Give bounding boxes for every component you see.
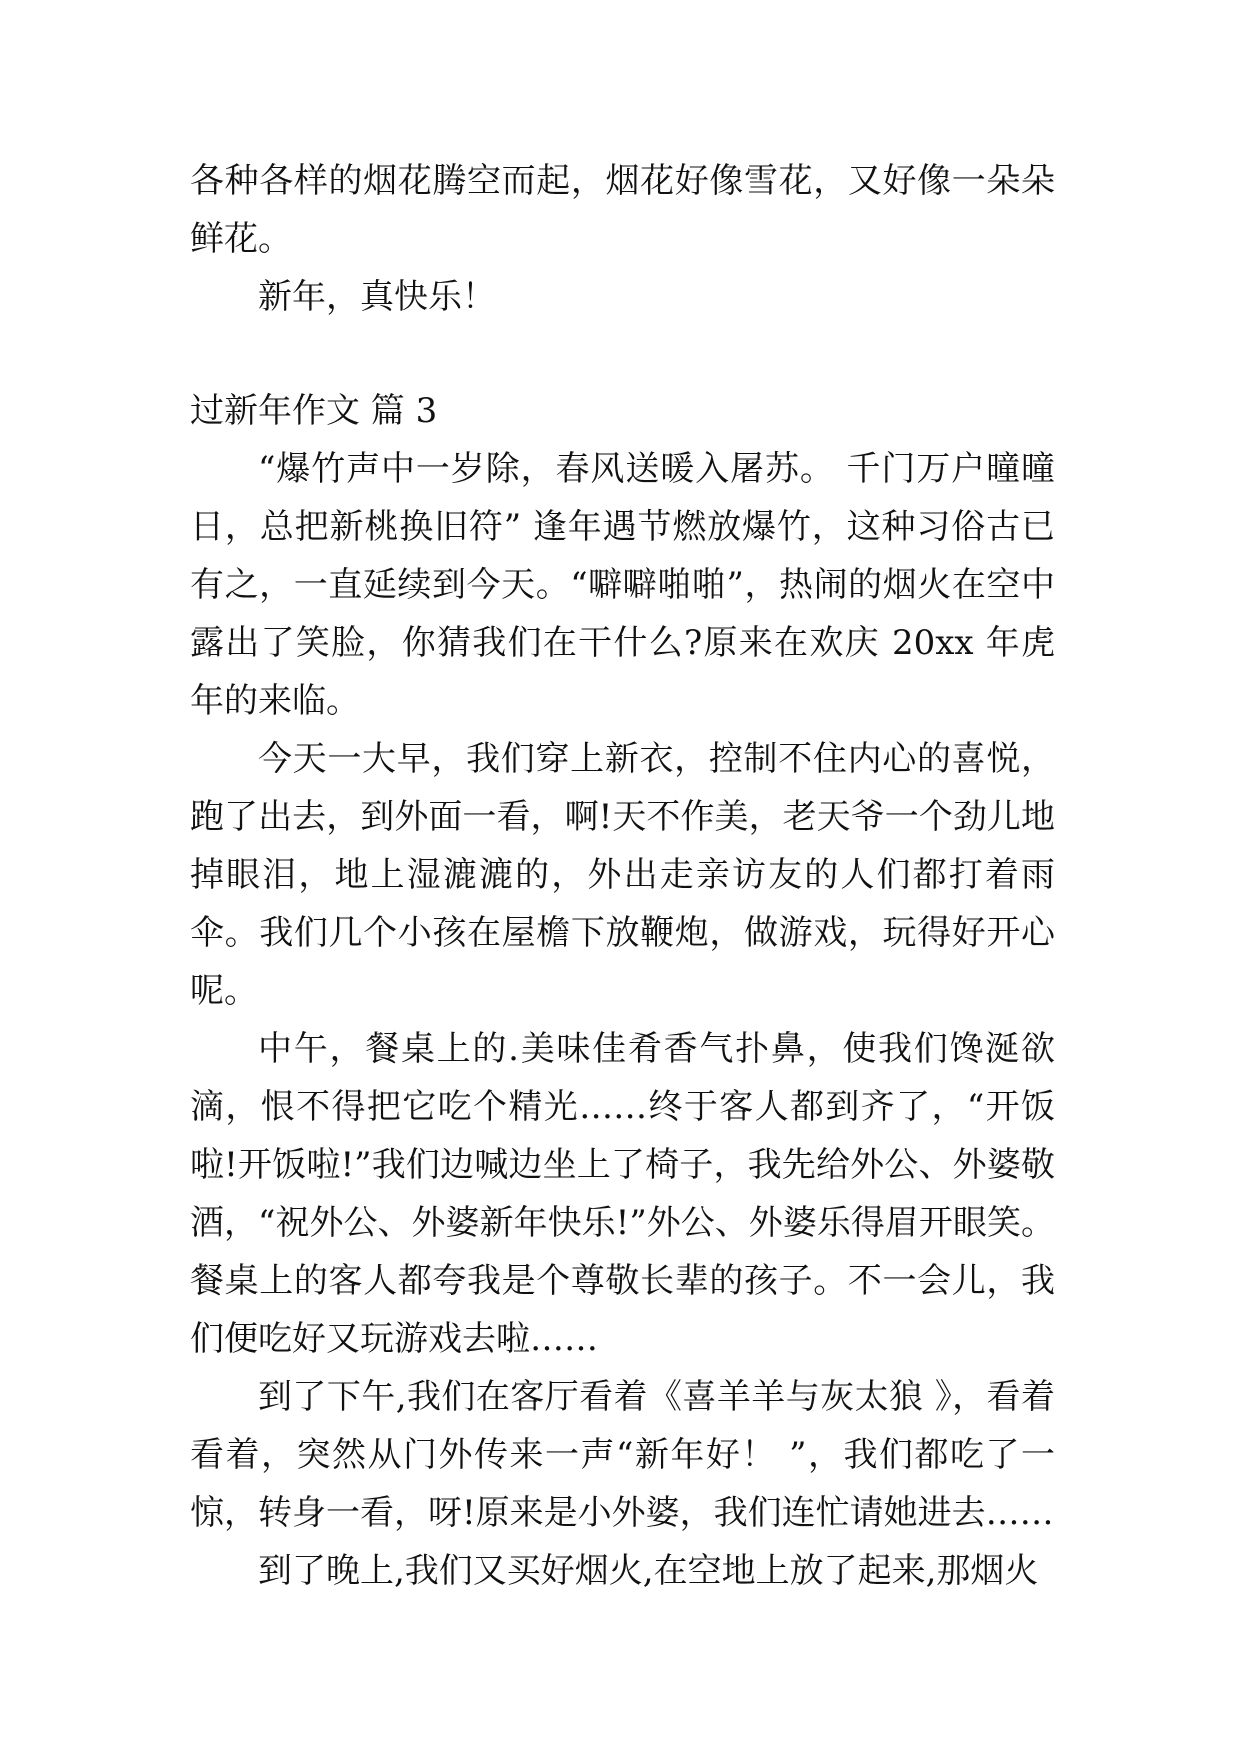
document-body [190,152,1055,1600]
paragraph-5: 中午，餐桌上的.美味佳肴香气扑鼻，使我们馋涎欲滴，恨不得把它吃个精光……终于客人都到齐了，“开饭啦!开饭啦!”我们边喊边坐上了椅子，我先给外公、外婆敬酒，“祝外公、外婆新年快乐!”外公、外婆乐得眉开眼笑。餐桌上的客人都夸我是个尊敬长辈的孩子。不一会儿，我们便吃好又玩游戏去啦…… [190,1029,1055,1359]
paragraph-1: 各种各样的烟花腾空而起，烟花好像雪花，又好像一朵朵鲜花。 [190,161,1055,259]
paragraph-4: 今天一大早，我们穿上新衣，控制不住内心的喜悦，跑了出去，到外面一看，啊!天不作美，老天爷一个劲儿地掉眼泪，地上湿漉漉的，外出走亲访友的人们都打着雨伞。我们几个小孩在屋檐下放鞭炮，做游戏，玩得好开心呢。 [190,739,1055,1011]
paragraph-7: 到了晚上,我们又买好烟火,在空地上放了起来,那烟火 [258,1551,1039,1591]
paragraph-2: 新年，真快乐！ [258,277,496,317]
paragraph-3: “爆竹声中一岁除，春风送暖入屠苏。 千门万户曈曈日，总把新桃换旧符” 逢年遇节燃放爆竹，这种习俗古已有之，一直延续到今天。“噼噼啪啪”，热闹的烟火在空中露出了笑脸，你猜我们在干什么?原来在欢庆 20xx 年虎年的来临。 [190,449,1055,721]
paragraph-6: 到了下午,我们在客厅看着《喜羊羊与灰太狼 》，看着看着，突然从门外传来一声“新年好！ ”，我们都吃了一惊，转身一看，呀!原来是小外婆，我们连忙请她进去…… [190,1377,1055,1533]
section-heading: 过新年作文 篇 3 [190,391,438,431]
